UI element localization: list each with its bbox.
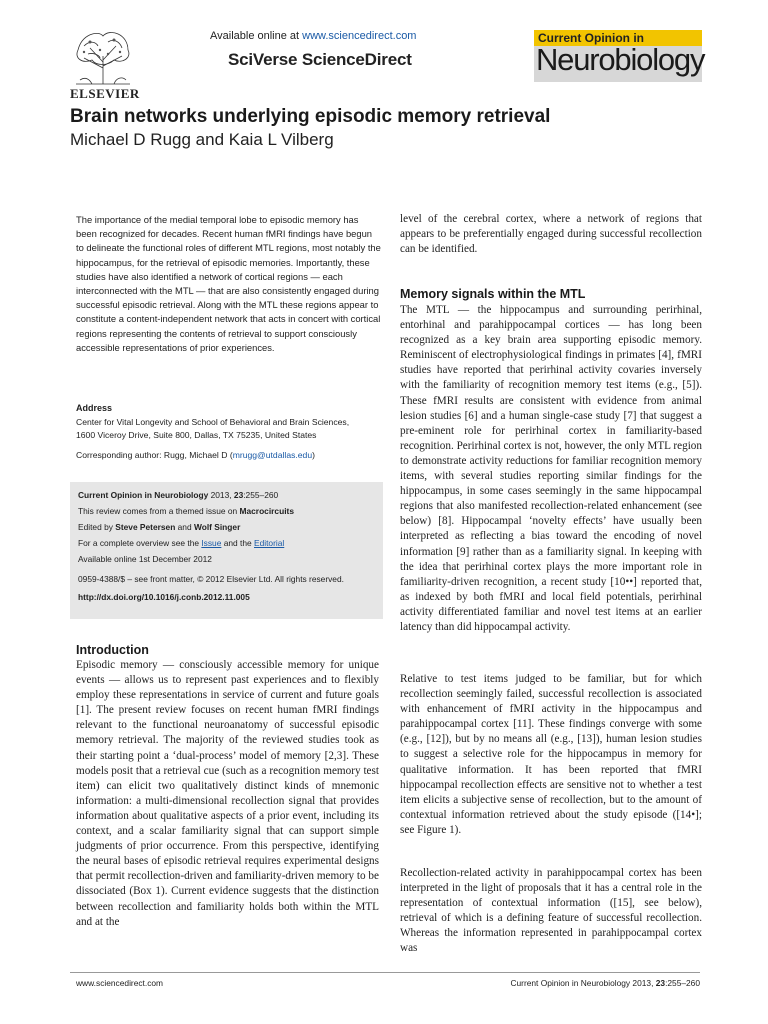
editor-1: Steve Petersen (115, 522, 176, 532)
right-intro-paragraph: level of the cerebral cortex, where a network of regions that appears to be preferentially engaged during successful recollection can be identified. (400, 213, 702, 256)
parahippocampal-paragraph: Recollection-related activity in parahippocampal cortex has been interpreted in the light of proposals that it has a central role in the representation of contextual information ([15], see below), retrieval of which is a defining feature of successful recollection. Whereas the information represented in parahippocampal cortex was (400, 867, 702, 955)
editorial-link[interactable]: Editorial (254, 538, 285, 548)
citation-line (78, 490, 278, 501)
footer-divider (70, 972, 700, 973)
available-online-line (210, 30, 510, 42)
doi-link[interactable]: http://dx.doi.org/10.1016/j.conb.2012.11.005 (78, 592, 250, 602)
recollection-paragraph: Relative to test items judged to be familiar, but for which recollection seemingly failed, successful recollection is associated with enhancement of fMRI activity in the hippocampus and parahippocampal cortex [11]. These findings converge with some (e.g., [12]), but by no means all (e.g., [13]), human lesion studies to suggest a selective role for the hippocampus in memory for qualitative information. It has been reported that fMRI hippocampal recollection effects are sensitive not to whether a test item elicits a subjective sense of recollection, but to the amount of contextual information retrieved about the study episode ([14•]; see Figure 1). (400, 673, 702, 836)
mtl-section-heading: Memory signals within the MTL (400, 287, 586, 301)
tree-logo-icon (70, 28, 136, 86)
address-line-1: Center for Vital Longevity and School of Behavioral and Brain Sciences, (76, 417, 350, 427)
address-block (76, 416, 386, 442)
footer-pages: :255–260 (665, 978, 700, 988)
themed-topic: Macrocircuits (239, 506, 294, 516)
journal-badge-top: Current Opinion in (538, 31, 644, 45)
abstract-text: The importance of the medial temporal lobe to episodic memory has been recognized for decades. Recent human fMRI findings have begun to delineate the functional roles of different MTL regions, most notably the hippocampus, for the retrieval of episodic memories. Importantly, these studies have also identified a network of cortical regions — each interconnected with the MTL — that are also consistently engaged during successful episodic retrieval. Along with the MTL these regions appear to constitute a content-independent network that acts in concert with cortical regions representing the contents of retrieval to support consciously accessible representations of prior experiences. (76, 214, 381, 353)
citation-volume: 23 (233, 490, 244, 500)
available-online-prefix: Available online at (210, 30, 300, 42)
article-info-box (70, 482, 383, 619)
citation-journal: Current Opinion in Neurobiology (78, 490, 209, 500)
address-line-2: 1600 Viceroy Drive, Suite 800, Dallas, TX 75235, United States (76, 429, 317, 440)
introduction-heading: Introduction (76, 643, 149, 657)
article-title: Brain networks underlying episodic memory retrieval (70, 106, 551, 127)
address-heading: Address (76, 403, 113, 413)
article-authors: Michael D Rugg and Kaia L Vilberg (70, 130, 334, 149)
corresponding-suffix: ) (312, 450, 315, 460)
platform-name: SciVerse ScienceDirect (228, 50, 412, 69)
footer-year: 2013, (630, 978, 656, 988)
editor-2: Wolf Singer (193, 522, 241, 532)
overview-line (78, 538, 284, 549)
copyright-line: 0959-4388/$ – see front matter, © 2012 Elsevier Ltd. All rights reserved. (78, 574, 344, 584)
footer-volume: 23 (655, 978, 666, 988)
corresponding-author (76, 450, 386, 460)
citation-year: 2013, (208, 490, 234, 500)
footer-citation (474, 978, 700, 988)
journal-badge-title: Neurobiology (536, 42, 705, 77)
journal-badge (534, 30, 705, 82)
publisher-logo-text: ELSEVIER (70, 86, 140, 101)
citation-pages: :255–260 (243, 490, 279, 500)
introduction-paragraph: Episodic memory — consciously accessible memory for unique events — allows us to represent past experiences and to flexibly employ these representations in service of current and future goals [1]. The present review focuses on recent human fMRI findings relevant to the functional neuroanatomy of successful episodic memory retrieval. The majority of the reviewed studies took as their starting point a ‘dual-process’ model of memory [2,3]. These models posit that a retrieval cue (such as a recognition memory test item) can elicit two qualitatively distinct kinds of mnemonic information: a multi-dimensional recollection signal that provides information about qualitative aspects of a prior event, including its context, and a scalar familiarity signal that can support simple judgments of prior occurrence. From this perspective, identifying the neural bases of episodic retrieval requires experimental designs that permit recollection-driven and familiarity-driven memory to be dissociated (Box 1). Current evidence suggests that the distinction between recollection and familiarity holds both within the MTL and at the (76, 659, 379, 928)
sciencedirect-link[interactable]: www.sciencedirect.com (302, 30, 417, 42)
overview-and: and the (221, 538, 254, 548)
overview-prefix: For a complete overview see the (78, 538, 202, 548)
themed-prefix: This review comes from a themed issue on (78, 506, 240, 516)
footer-website: www.sciencedirect.com (76, 978, 164, 988)
editors-line (78, 522, 240, 533)
edited-and: and (175, 522, 194, 532)
corresponding-prefix: Corresponding author: Rugg, Michael D ( (76, 450, 233, 460)
mtl-paragraph: The MTL — the hippocampus and surrounding perirhinal, entorhinal and parahippocampal cortices — has long been recognized as a key brain area supporting episodic memory. Reminiscent of electrophysiological findings in primates [4], fMRI studies have reported that perirhinal activity covaries inversely with the familiarity of recognition memory test items (e.g., [5]). These fMRI results are consistent with evidence from animal lesion studies [6] and a human single-case study [7] that suggest a pre-eminent role for perirhinal cortex in familiarity-based recognition. Perirhinal cortex is not, however, the only MTL region to demonstrate activity reductions for familiar recognition memory items, with several studies reporting similar findings for the hippocampus, in some cases seemingly in the same hippocampal regions that also manifested recollection-related enhancement (see below) [8]. Hippocampal ‘novelty effects’ have usually been interpreted as reflecting a bias toward the encoding of novel information [9] rather than as a familiarity signal. In keeping with the idea that perirhinal cortex plays the more important role in familiarity-driven recognition, a recent study [10••] reported that, as indexed by both fMRI and local field potentials, perirhinal activity differentiated familiar and novel test items at an earlier latency than did hippocampal activity. (400, 304, 702, 633)
themed-issue-line (78, 506, 294, 517)
footer-journal: Current Opinion in Neurobiology (510, 978, 631, 988)
issue-link[interactable]: Issue (201, 538, 222, 548)
edited-prefix: Edited by (78, 522, 116, 532)
available-online-date: Available online 1st December 2012 (78, 554, 212, 564)
author-email-link[interactable]: mrugg@utdallas.edu (232, 450, 313, 460)
